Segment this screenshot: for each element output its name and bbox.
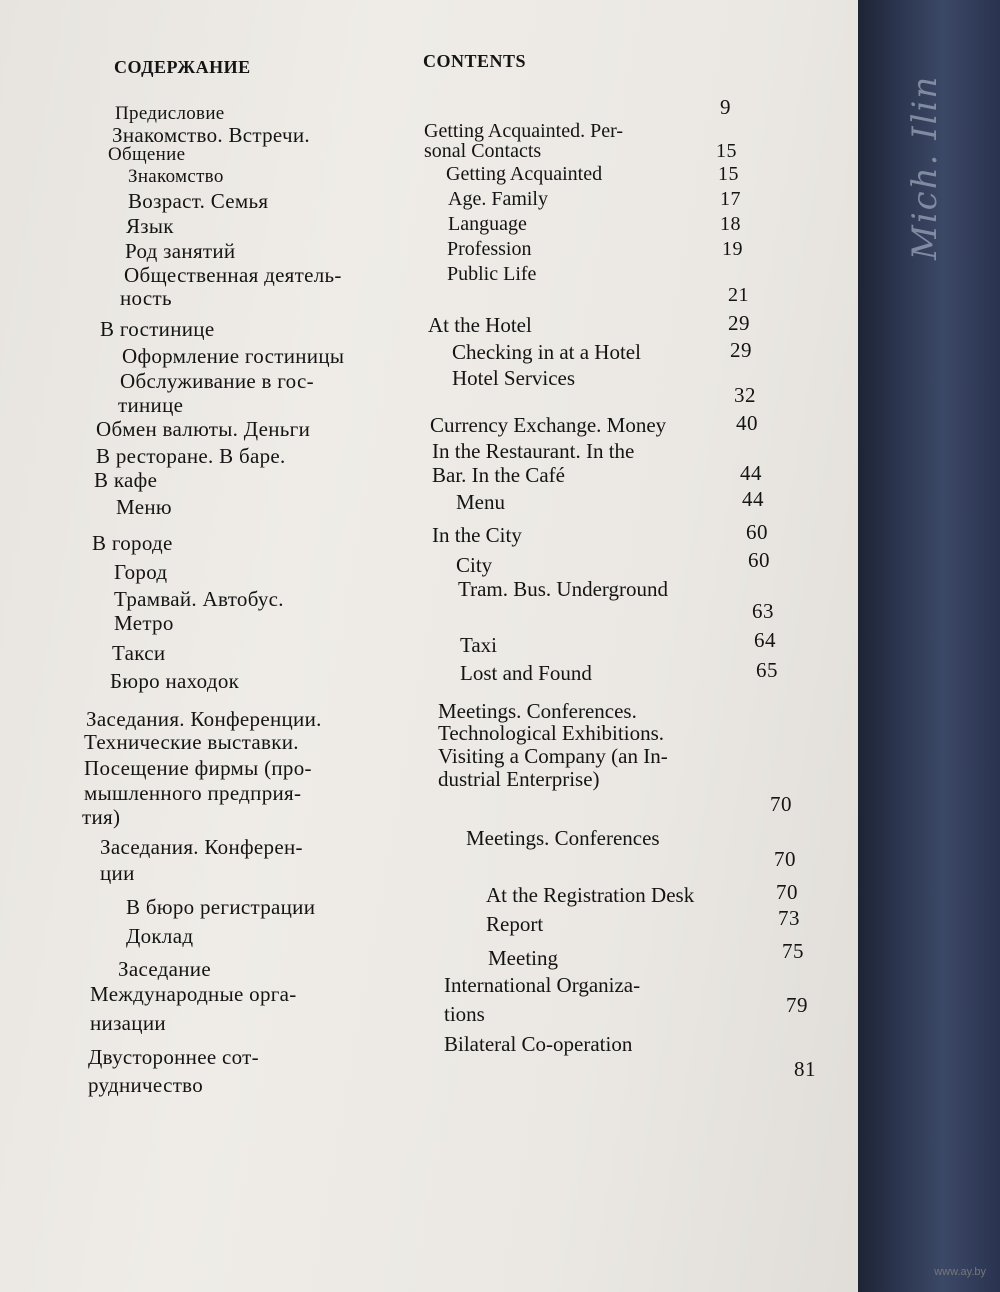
page-number: 15 — [716, 140, 737, 162]
ru-entry: Заседания. Конферен- — [100, 835, 303, 859]
ru-entry: Трамвай. Автобус. — [114, 587, 284, 611]
page-number: 70 — [770, 792, 792, 816]
ru-entry: рудничество — [88, 1073, 204, 1097]
ru-entry: Возраст. Семья — [128, 189, 269, 213]
page-number: 29 — [728, 311, 750, 335]
ru-entry: Оформление гостиницы — [122, 344, 345, 368]
en-entry: Meeting — [488, 946, 558, 970]
page-number: 19 — [722, 238, 743, 260]
ru-entry: В городе — [92, 531, 173, 555]
en-entry: Technological Exhibitions. — [438, 721, 664, 745]
ru-entry: В гостинице — [100, 317, 215, 341]
ru-entry: Язык — [126, 214, 174, 238]
page-number: 65 — [756, 658, 778, 682]
ru-entry: В ресторане. В баре. — [96, 444, 286, 468]
en-entry: Bilateral Co-operation — [444, 1032, 633, 1056]
en-entry: Currency Exchange. Money — [430, 413, 667, 437]
page-number: 81 — [794, 1057, 816, 1081]
ru-entry: Город — [114, 560, 168, 584]
page-number: 64 — [754, 628, 776, 652]
ru-entry: Заседания. Конференции. — [86, 707, 322, 731]
page-number: 15 — [718, 163, 739, 185]
english-contents-heading: CONTENTS — [423, 51, 527, 71]
en-entry: Public Life — [447, 263, 537, 285]
en-entry: Tram. Bus. Underground — [458, 577, 669, 601]
ru-entry: Знакомство — [128, 166, 224, 187]
page-number: 40 — [736, 411, 758, 435]
ru-entry: Меню — [116, 495, 172, 519]
ru-entry: Заседание — [118, 957, 211, 981]
en-entry: Bar. In the Café — [432, 463, 565, 487]
ru-entry: Обслуживание в гос- — [120, 369, 314, 393]
page-number: 60 — [746, 520, 768, 544]
en-entry: In the Restaurant. In the — [432, 439, 635, 463]
page-number: 79 — [786, 993, 808, 1017]
en-entry: Hotel Services — [452, 366, 576, 390]
ru-entry: Род занятий — [125, 239, 236, 263]
page-number: 60 — [748, 548, 770, 572]
en-entry: Meetings. Conferences — [466, 826, 660, 850]
en-entry: In the City — [432, 523, 522, 547]
ru-entry: Знакомство. Встречи. — [112, 123, 310, 147]
en-entry: Lost and Found — [460, 661, 592, 685]
en-entry: International Organiza- — [444, 973, 641, 997]
page-number: 70 — [776, 880, 798, 904]
ru-entry: Общественная деятель- — [124, 263, 342, 287]
page-number: 32 — [734, 383, 756, 407]
ru-entry: Такси — [112, 641, 166, 665]
ru-entry: Посещение фирмы (про- — [84, 756, 312, 780]
en-entry: Menu — [456, 490, 505, 514]
ru-entry: Технические выставки. — [84, 730, 299, 754]
site-watermark: www.ay.by — [934, 1266, 986, 1278]
en-entry: Visiting a Company (an In- — [438, 744, 668, 768]
en-entry: Language — [448, 213, 527, 235]
page-number: 17 — [720, 188, 741, 210]
en-entry: Taxi — [460, 633, 498, 657]
page-number: 44 — [740, 461, 762, 485]
page-number: 9 — [720, 95, 731, 119]
ru-entry: ность — [120, 286, 172, 310]
ru-entry: Метро — [114, 611, 174, 635]
page-number: 63 — [752, 599, 774, 623]
ru-entry: Обмен валюты. Деньги — [96, 417, 311, 441]
ru-entry: Доклад — [126, 924, 194, 948]
en-entry: Age. Family — [448, 188, 548, 210]
en-entry: dustrial Enterprise) — [438, 767, 600, 791]
page-number: 75 — [782, 939, 804, 963]
ru-entry: тия) — [82, 805, 121, 829]
en-entry: Report — [486, 912, 544, 936]
ru-entry: низации — [90, 1011, 166, 1035]
page-number: 44 — [742, 487, 764, 511]
en-entry: At the Registration Desk — [486, 883, 695, 907]
ru-entry: ции — [100, 861, 135, 885]
en-entry: City — [456, 553, 493, 577]
ru-entry: Международные орга- — [90, 982, 297, 1006]
page-number: 29 — [730, 338, 752, 362]
en-entry: Profession — [447, 238, 532, 260]
en-entry: sonal Contacts — [424, 140, 542, 162]
page-number: 21 — [728, 284, 749, 306]
page-number: 73 — [778, 906, 800, 930]
ru-entry: Предисловие — [115, 103, 225, 124]
russian-contents-heading: СОДЕРЖАНИЕ — [114, 57, 251, 77]
en-entry: Meetings. Conferences. — [438, 699, 637, 723]
ru-entry: Общение — [108, 144, 186, 165]
cover-handwriting: Mich. Ilin — [905, 74, 945, 260]
ru-entry: тинице — [118, 393, 184, 417]
ru-entry: В бюро регистрации — [126, 895, 316, 919]
en-entry: At the Hotel — [428, 313, 532, 337]
ru-entry: мышленного предприя- — [84, 781, 302, 805]
en-entry: tions — [444, 1002, 485, 1026]
ru-entry: Бюро находок — [110, 669, 240, 693]
ru-entry: В кафе — [94, 468, 158, 492]
en-entry: Getting Acquainted. Per- — [424, 120, 623, 142]
ru-entry: Двустороннее сот- — [88, 1045, 259, 1069]
page-number: 18 — [720, 213, 741, 235]
page-number: 70 — [774, 847, 796, 871]
en-entry: Getting Acquainted — [446, 163, 603, 185]
en-entry: Checking in at a Hotel — [452, 340, 641, 364]
